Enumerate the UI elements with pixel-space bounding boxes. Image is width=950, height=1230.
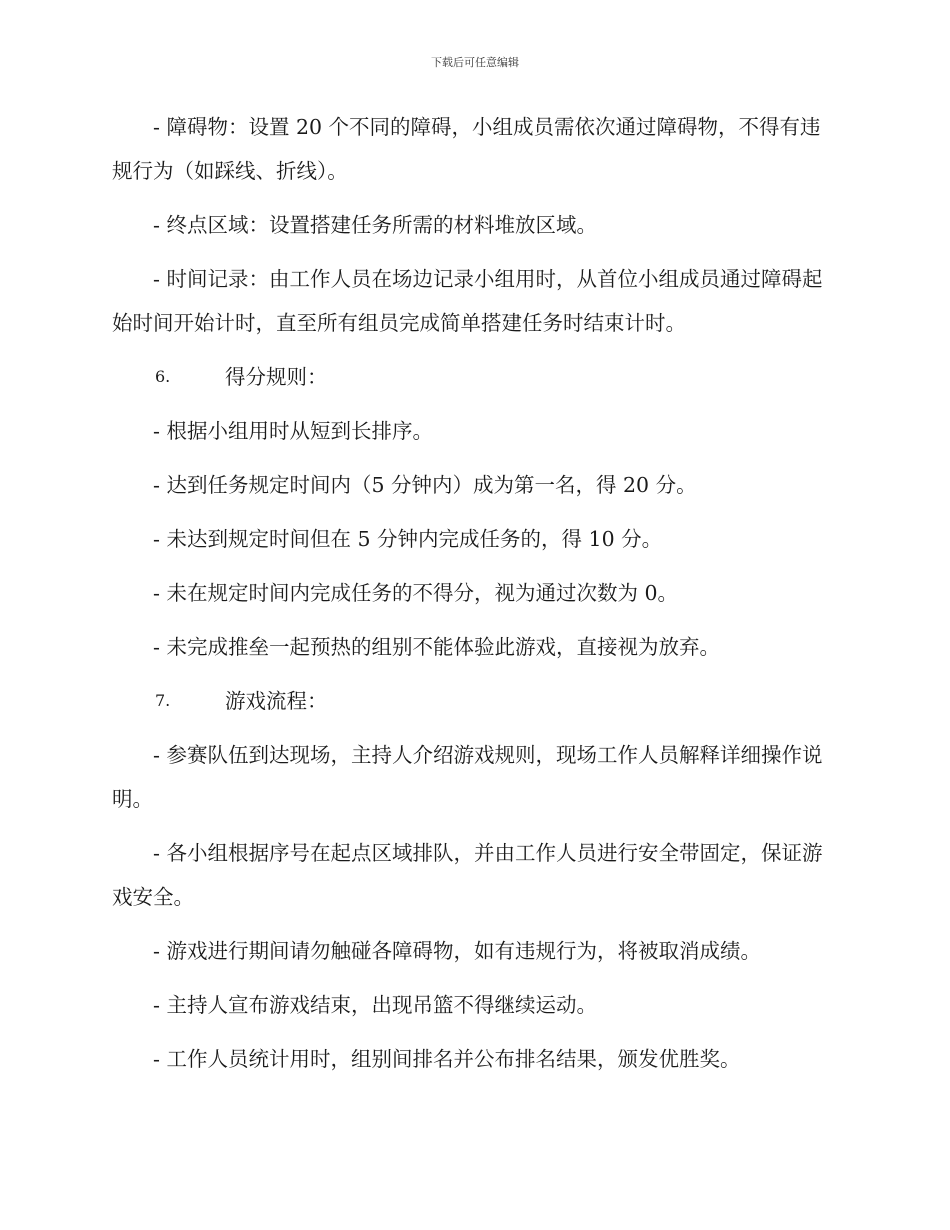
paragraph: - 未完成推垒一起预热的组别不能体验此游戏，直接视为放弃。 xyxy=(153,635,720,659)
paragraph: - 终点区域：设置搭建任务所需的材料堆放区域。 xyxy=(153,213,597,237)
section-number: 6. xyxy=(155,367,171,386)
paragraph: - 达到任务规定时间内（5 分钟内）成为第一名，得 20 分。 xyxy=(153,473,697,497)
paragraph: - 时间记录：由工作人员在场边记录小组用时，从首位小组成员通过障碍起始时间开始计时，直至所有组员完成简单搭建任务时结束计时。 xyxy=(112,267,823,335)
paragraph: - 未在规定时间内完成任务的不得分，视为通过次数为 0。 xyxy=(153,581,679,605)
section-title: 游戏流程： xyxy=(225,689,328,713)
paragraph: - 根据小组用时从短到长排序。 xyxy=(153,419,433,443)
paragraph: - 未达到规定时间但在 5 分钟内完成任务的，得 10 分。 xyxy=(153,527,663,551)
paragraph: - 参赛队伍到达现场，主持人介绍游戏规则，现场工作人员解释详细操作说明。 xyxy=(112,743,823,811)
section-title: 得分规则： xyxy=(225,365,328,389)
section-heading xyxy=(112,679,832,723)
section-number: 7. xyxy=(155,691,171,710)
paragraph: - 游戏进行期间请勿触碰各障碍物，如有违规行为，将被取消成绩。 xyxy=(153,939,761,963)
paragraph: - 工作人员统计用时，组别间排名并公布排名结果，颁发优胜奖。 xyxy=(153,1047,741,1071)
paragraph: - 主持人宣布游戏结束，出现吊篮不得继续运动。 xyxy=(153,993,597,1017)
paragraph: - 各小组根据序号在起点区域排队，并由工作人员进行安全带固定，保证游戏安全。 xyxy=(112,841,823,909)
page-header: 下载后可任意编辑 xyxy=(431,56,519,69)
paragraph: - 障碍物：设置 20 个不同的障碍，小组成员需依次通过障碍物，不得有违规行为（如踩线、折线）。 xyxy=(112,115,821,183)
section-heading xyxy=(112,355,832,399)
document-body xyxy=(112,105,832,1091)
